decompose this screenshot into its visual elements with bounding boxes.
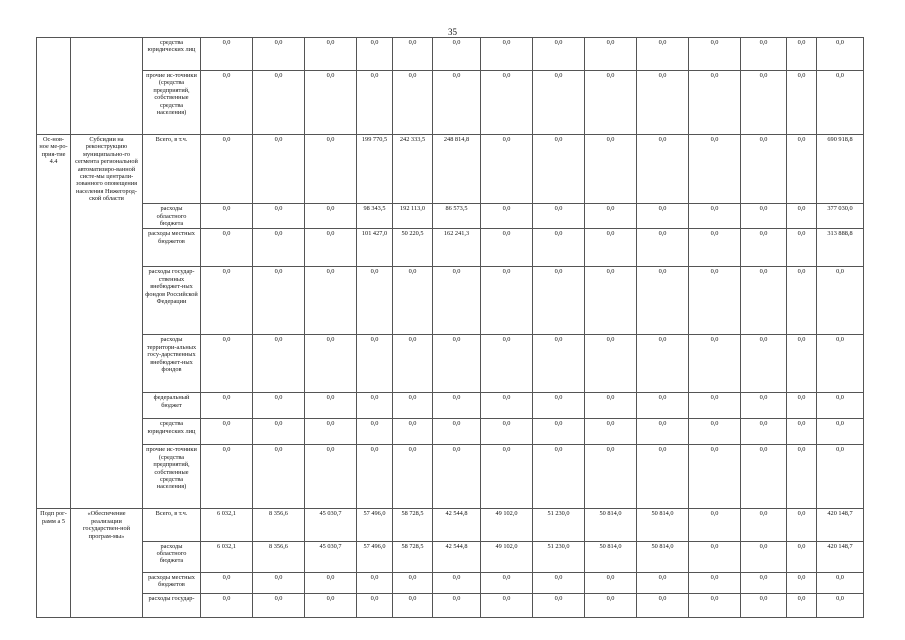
value-cell: 0,0 [741, 38, 787, 71]
value-cell: 0,0 [533, 445, 585, 509]
table-row [37, 509, 864, 541]
value-cell: 420 148,7 [817, 541, 864, 572]
value-cell: 0,0 [689, 393, 741, 419]
value-cell: 0,0 [741, 267, 787, 335]
value-cell: 0,0 [533, 71, 585, 135]
value-cell: 0,0 [533, 593, 585, 617]
value-cell: 0,0 [393, 38, 433, 71]
value-cell: 45 030,7 [305, 541, 357, 572]
funding-source-cell: прочие ис-точники (средства предприятий, собственные средства населения) [143, 71, 201, 135]
value-cell: 0,0 [305, 593, 357, 617]
value-cell: 86 573,5 [433, 204, 481, 229]
program-name-cell [71, 229, 143, 267]
value-cell: 0,0 [201, 419, 253, 445]
funding-source-cell: средства юридических лиц [143, 419, 201, 445]
value-cell: 0,0 [689, 229, 741, 267]
program-code-cell [37, 572, 71, 593]
funding-source-cell: прочие ис-точники (средства предприятий, собственные средства населения) [143, 445, 201, 509]
value-cell: 50 814,0 [585, 509, 637, 541]
value-cell: 0,0 [201, 135, 253, 204]
program-code-cell [37, 71, 71, 135]
value-cell: 0,0 [305, 445, 357, 509]
value-cell: 0,0 [393, 419, 433, 445]
program-name-cell [71, 38, 143, 71]
value-cell: 58 728,5 [393, 541, 433, 572]
table-row [37, 335, 864, 393]
program-code-cell: Подп рог-рамм а 5 [37, 509, 71, 541]
value-cell: 0,0 [637, 445, 689, 509]
value-cell: 0,0 [433, 572, 481, 593]
funding-source-cell: расходы областного бюджета [143, 204, 201, 229]
value-cell: 0,0 [689, 541, 741, 572]
value-cell: 0,0 [585, 135, 637, 204]
table-row [37, 229, 864, 267]
program-name-cell [71, 572, 143, 593]
value-cell: 0,0 [253, 393, 305, 419]
value-cell: 0,0 [637, 572, 689, 593]
table-row [37, 593, 864, 617]
value-cell: 98 343,5 [357, 204, 393, 229]
value-cell: 6 032,1 [201, 509, 253, 541]
value-cell: 0,0 [533, 38, 585, 71]
value-cell: 0,0 [433, 335, 481, 393]
value-cell: 0,0 [689, 71, 741, 135]
program-code-cell [37, 335, 71, 393]
value-cell: 0,0 [357, 71, 393, 135]
value-cell: 0,0 [741, 572, 787, 593]
value-cell: 0,0 [357, 419, 393, 445]
program-code-cell [37, 267, 71, 335]
value-cell: 0,0 [201, 445, 253, 509]
value-cell: 313 888,8 [817, 229, 864, 267]
value-cell: 0,0 [637, 593, 689, 617]
value-cell: 0,0 [817, 445, 864, 509]
value-cell: 0,0 [357, 335, 393, 393]
value-cell: 0,0 [481, 335, 533, 393]
program-name-cell [71, 204, 143, 229]
program-code-cell [37, 593, 71, 617]
value-cell: 248 814,8 [433, 135, 481, 204]
program-name-cell [71, 335, 143, 393]
value-cell: 57 496,0 [357, 509, 393, 541]
value-cell: 199 770,5 [357, 135, 393, 204]
value-cell: 42 544,8 [433, 541, 481, 572]
funding-source-cell: расходы местных бюджетов [143, 572, 201, 593]
value-cell: 0,0 [533, 393, 585, 419]
value-cell: 0,0 [253, 335, 305, 393]
program-code-cell: Ос-нов-ное ме-ро-прия-тие 4.4 [37, 135, 71, 204]
budget-table [36, 37, 864, 618]
value-cell: 0,0 [201, 572, 253, 593]
value-cell: 0,0 [689, 267, 741, 335]
value-cell: 0,0 [357, 393, 393, 419]
value-cell: 0,0 [433, 419, 481, 445]
program-name-cell [71, 71, 143, 135]
value-cell: 0,0 [585, 572, 637, 593]
value-cell: 0,0 [741, 335, 787, 393]
value-cell: 0,0 [533, 419, 585, 445]
value-cell: 45 030,7 [305, 509, 357, 541]
value-cell: 0,0 [393, 71, 433, 135]
value-cell: 0,0 [741, 593, 787, 617]
value-cell: 0,0 [585, 593, 637, 617]
value-cell: 0,0 [787, 419, 817, 445]
value-cell: 0,0 [689, 135, 741, 204]
value-cell: 0,0 [305, 71, 357, 135]
value-cell: 0,0 [533, 572, 585, 593]
table-row [37, 135, 864, 204]
value-cell: 0,0 [787, 509, 817, 541]
value-cell: 0,0 [393, 445, 433, 509]
value-cell: 0,0 [481, 593, 533, 617]
program-code-cell [37, 38, 71, 71]
value-cell: 0,0 [585, 204, 637, 229]
value-cell: 0,0 [787, 71, 817, 135]
value-cell: 0,0 [481, 419, 533, 445]
table-row [37, 38, 864, 71]
value-cell: 0,0 [201, 229, 253, 267]
value-cell: 0,0 [741, 541, 787, 572]
value-cell: 51 230,0 [533, 509, 585, 541]
value-cell: 0,0 [253, 419, 305, 445]
value-cell: 0,0 [253, 229, 305, 267]
value-cell: 0,0 [481, 135, 533, 204]
value-cell: 0,0 [305, 204, 357, 229]
funding-source-cell: Всего, в т.ч. [143, 509, 201, 541]
value-cell: 0,0 [689, 509, 741, 541]
value-cell: 192 113,0 [393, 204, 433, 229]
value-cell: 0,0 [533, 135, 585, 204]
value-cell: 0,0 [817, 393, 864, 419]
value-cell: 0,0 [481, 445, 533, 509]
value-cell: 0,0 [787, 593, 817, 617]
table-row [37, 445, 864, 509]
page-number: 35 [448, 27, 457, 37]
value-cell: 0,0 [585, 71, 637, 135]
value-cell: 0,0 [787, 38, 817, 71]
program-name-cell: «Обеспечение реализации государствен-ной програм-мы» [71, 509, 143, 541]
value-cell: 0,0 [481, 229, 533, 267]
value-cell: 0,0 [305, 267, 357, 335]
value-cell: 0,0 [253, 38, 305, 71]
value-cell: 49 102,0 [481, 509, 533, 541]
value-cell: 0,0 [201, 335, 253, 393]
value-cell: 50 814,0 [637, 509, 689, 541]
funding-source-cell: Всего, в т.ч. [143, 135, 201, 204]
value-cell: 0,0 [817, 267, 864, 335]
value-cell: 0,0 [787, 445, 817, 509]
value-cell: 0,0 [433, 267, 481, 335]
value-cell: 0,0 [787, 393, 817, 419]
value-cell: 0,0 [689, 572, 741, 593]
value-cell: 0,0 [637, 335, 689, 393]
value-cell: 0,0 [481, 204, 533, 229]
program-code-cell [37, 393, 71, 419]
value-cell: 0,0 [533, 229, 585, 267]
value-cell: 0,0 [787, 335, 817, 393]
value-cell: 0,0 [357, 267, 393, 335]
value-cell: 0,0 [305, 229, 357, 267]
value-cell: 0,0 [741, 229, 787, 267]
value-cell: 0,0 [817, 419, 864, 445]
value-cell: 0,0 [253, 572, 305, 593]
value-cell: 0,0 [689, 38, 741, 71]
value-cell: 0,0 [253, 267, 305, 335]
value-cell: 0,0 [481, 267, 533, 335]
value-cell: 0,0 [305, 572, 357, 593]
program-name-cell: Субсидии на реконструкцию муниципально-го сегмента региональной автоматизиро-ванной систе-мы централи-зованного оповещения населения Нижегород-ской области [71, 135, 143, 204]
value-cell: 0,0 [817, 593, 864, 617]
value-cell: 0,0 [585, 445, 637, 509]
value-cell: 0,0 [357, 572, 393, 593]
value-cell: 0,0 [305, 335, 357, 393]
value-cell: 0,0 [787, 204, 817, 229]
value-cell: 0,0 [357, 38, 393, 71]
value-cell: 0,0 [637, 229, 689, 267]
program-name-cell [71, 419, 143, 445]
program-code-cell [37, 229, 71, 267]
value-cell: 0,0 [741, 445, 787, 509]
value-cell: 0,0 [637, 135, 689, 204]
value-cell: 0,0 [481, 393, 533, 419]
value-cell: 0,0 [433, 445, 481, 509]
value-cell: 0,0 [741, 71, 787, 135]
value-cell: 42 544,8 [433, 509, 481, 541]
value-cell: 0,0 [357, 445, 393, 509]
value-cell: 0,0 [689, 419, 741, 445]
value-cell: 58 728,5 [393, 509, 433, 541]
value-cell: 0,0 [201, 38, 253, 71]
value-cell: 0,0 [393, 572, 433, 593]
value-cell: 0,0 [433, 71, 481, 135]
value-cell: 0,0 [533, 335, 585, 393]
value-cell: 0,0 [689, 445, 741, 509]
value-cell: 50 220,5 [393, 229, 433, 267]
value-cell: 0,0 [637, 419, 689, 445]
value-cell: 8 356,6 [253, 541, 305, 572]
value-cell: 0,0 [253, 593, 305, 617]
value-cell: 0,0 [201, 204, 253, 229]
value-cell: 0,0 [689, 204, 741, 229]
value-cell: 0,0 [533, 204, 585, 229]
table-row [37, 541, 864, 572]
program-name-cell [71, 267, 143, 335]
value-cell: 51 230,0 [533, 541, 585, 572]
funding-source-cell: расходы государ- [143, 593, 201, 617]
funding-source-cell: расходы государ-ственных внебюджет-ных фондов Российской Федерации [143, 267, 201, 335]
value-cell: 50 814,0 [637, 541, 689, 572]
value-cell: 0,0 [741, 419, 787, 445]
value-cell: 0,0 [253, 204, 305, 229]
value-cell: 0,0 [787, 229, 817, 267]
value-cell: 0,0 [787, 267, 817, 335]
value-cell: 0,0 [741, 393, 787, 419]
program-code-cell [37, 445, 71, 509]
program-code-cell [37, 419, 71, 445]
value-cell: 0,0 [393, 593, 433, 617]
table-row [37, 204, 864, 229]
value-cell: 0,0 [585, 419, 637, 445]
value-cell: 0,0 [533, 267, 585, 335]
value-cell: 0,0 [637, 71, 689, 135]
value-cell: 0,0 [741, 204, 787, 229]
value-cell: 0,0 [585, 267, 637, 335]
value-cell: 0,0 [689, 593, 741, 617]
table-row [37, 419, 864, 445]
value-cell: 162 241,3 [433, 229, 481, 267]
value-cell: 57 496,0 [357, 541, 393, 572]
value-cell: 0,0 [201, 267, 253, 335]
value-cell: 0,0 [817, 71, 864, 135]
value-cell: 50 814,0 [585, 541, 637, 572]
value-cell: 6 032,1 [201, 541, 253, 572]
value-cell: 0,0 [741, 135, 787, 204]
value-cell: 0,0 [357, 593, 393, 617]
value-cell: 0,0 [393, 267, 433, 335]
value-cell: 0,0 [481, 572, 533, 593]
funding-source-cell: расходы областного бюджета [143, 541, 201, 572]
value-cell: 0,0 [741, 509, 787, 541]
value-cell: 420 148,7 [817, 509, 864, 541]
program-name-cell [71, 593, 143, 617]
value-cell: 0,0 [787, 541, 817, 572]
table-row [37, 71, 864, 135]
value-cell: 8 356,6 [253, 509, 305, 541]
value-cell: 0,0 [689, 335, 741, 393]
value-cell: 377 030,0 [817, 204, 864, 229]
value-cell: 0,0 [433, 38, 481, 71]
table-row [37, 393, 864, 419]
value-cell: 0,0 [585, 229, 637, 267]
program-code-cell [37, 541, 71, 572]
value-cell: 0,0 [253, 71, 305, 135]
value-cell: 0,0 [787, 572, 817, 593]
value-cell: 0,0 [305, 38, 357, 71]
program-name-cell [71, 445, 143, 509]
value-cell: 0,0 [253, 135, 305, 204]
value-cell: 0,0 [305, 419, 357, 445]
value-cell: 0,0 [481, 38, 533, 71]
value-cell: 242 333,5 [393, 135, 433, 204]
table-row [37, 572, 864, 593]
value-cell: 0,0 [433, 593, 481, 617]
value-cell: 0,0 [637, 267, 689, 335]
value-cell: 0,0 [637, 393, 689, 419]
value-cell: 0,0 [637, 38, 689, 71]
value-cell: 0,0 [585, 393, 637, 419]
value-cell: 0,0 [585, 335, 637, 393]
value-cell: 0,0 [201, 393, 253, 419]
funding-source-cell: расходы территори-альных госу-дарственных внебюджет-ных фондов [143, 335, 201, 393]
value-cell: 0,0 [201, 593, 253, 617]
value-cell: 0,0 [201, 71, 253, 135]
value-cell: 0,0 [393, 335, 433, 393]
program-name-cell [71, 541, 143, 572]
program-name-cell [71, 393, 143, 419]
value-cell: 0,0 [585, 38, 637, 71]
funding-source-cell: расходы местных бюджетов [143, 229, 201, 267]
value-cell: 0,0 [433, 393, 481, 419]
funding-source-cell: федеральный бюджет [143, 393, 201, 419]
value-cell: 0,0 [305, 393, 357, 419]
value-cell: 0,0 [817, 38, 864, 71]
value-cell: 0,0 [637, 204, 689, 229]
value-cell: 49 102,0 [481, 541, 533, 572]
value-cell: 0,0 [817, 335, 864, 393]
value-cell: 0,0 [817, 572, 864, 593]
value-cell: 0,0 [253, 445, 305, 509]
program-code-cell [37, 204, 71, 229]
funding-source-cell: средства юридических лиц [143, 38, 201, 71]
value-cell: 690 918,8 [817, 135, 864, 204]
table-row [37, 267, 864, 335]
table-body [37, 38, 864, 618]
value-cell: 101 427,0 [357, 229, 393, 267]
value-cell: 0,0 [305, 135, 357, 204]
value-cell: 0,0 [481, 71, 533, 135]
value-cell: 0,0 [787, 135, 817, 204]
value-cell: 0,0 [393, 393, 433, 419]
